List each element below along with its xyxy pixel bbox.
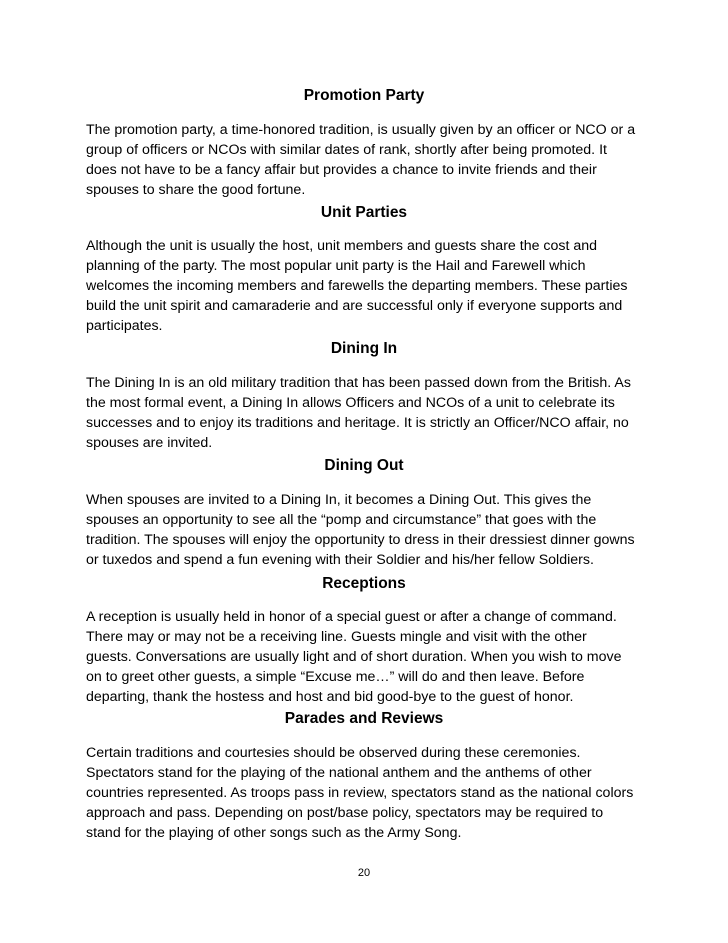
section-body-promotion-party [86, 120, 654, 200]
body-line: planning of the party. The most popular unit party is the Hail and Farewell which [86, 258, 586, 274]
section-heading-parades-and-reviews: Parades and Reviews [284, 710, 444, 727]
body-line: The Dining In is an old military tradition that has been passed down from the British. As [86, 375, 631, 391]
body-line: tradition. The spouses will enjoy the opportunity to dress in their dressiest dinner gowns [86, 532, 635, 548]
section-body-unit-parties [86, 236, 654, 336]
section-body-dining-in [86, 373, 654, 453]
body-line: stand for the playing of other songs such as the Army Song. [86, 825, 462, 841]
body-line: countries represented. As troops pass in review, spectators stand as the national colors [86, 785, 634, 801]
section-heading-dining-in: Dining In [330, 340, 398, 357]
body-line: There may or may not be a receiving line. Guests mingle and visit with the other [86, 629, 587, 645]
body-line: departing, thank the hostess and host and bid good-bye to the guest of honor. [86, 689, 574, 705]
body-line: Although the unit is usually the host, unit members and guests share the cost and [86, 238, 598, 254]
body-line: successes and to enjoy its traditions and heritage. It is strictly an Officer/NCO affair, no [86, 415, 629, 431]
body-line: When spouses are invited to a Dining In, it becomes a Dining Out. This gives the [86, 492, 592, 508]
body-line: or tuxedos and spend a fun evening with their Soldier and his/her fellow Soldiers. [86, 552, 594, 568]
body-line: guests. Conversations are usually light and of short duration. When you wish to move [86, 649, 622, 665]
body-line: group of officers or NCOs with similar dates of rank, shortly after being promoted. It [86, 142, 607, 158]
section-heading-dining-out: Dining Out [324, 457, 404, 474]
section-body-receptions [86, 607, 654, 707]
section-body-parades-and-reviews [86, 743, 654, 843]
body-line: spouses are invited. [86, 435, 213, 451]
body-line: approach and pass. Depending on post/base policy, spectators may be required to [86, 805, 604, 821]
section-heading-unit-parties: Unit Parties [320, 204, 408, 221]
body-line: The promotion party, a time-honored tradition, is usually given by an officer or NCO or a [86, 122, 636, 138]
body-line: the most formal event, a Dining In allows Officers and NCOs of a unit to celebrate its [86, 395, 615, 411]
section-heading-promotion-party: Promotion Party [303, 87, 425, 104]
body-line: participates. [86, 318, 163, 334]
body-line: Certain traditions and courtesies should be observed during these ceremonies. [86, 745, 581, 761]
body-line: A reception is usually held in honor of a special guest or after a change of command. [86, 609, 617, 625]
body-line: on to greet other guests, a simple “Excuse me…” will do and then leave. Before [86, 669, 585, 685]
body-line: spouses an opportunity to see all the “pomp and circumstance” that goes with the [86, 512, 597, 528]
body-line: welcomes the incoming members and farewells the departing members. These parties [86, 278, 628, 294]
page-number: 20 [357, 867, 371, 879]
body-line: Spectators stand for the playing of the national anthem and the anthems of other [86, 765, 592, 781]
section-heading-receptions: Receptions [322, 575, 406, 592]
section-body-dining-out [86, 490, 654, 570]
body-line: build the unit spirit and camaraderie and are successful only if everyone supports and [86, 298, 623, 314]
body-line: does not have to be a fancy affair but provides a chance to invite friends and their [86, 162, 597, 178]
body-line: spouses to share the good fortune. [86, 182, 306, 198]
